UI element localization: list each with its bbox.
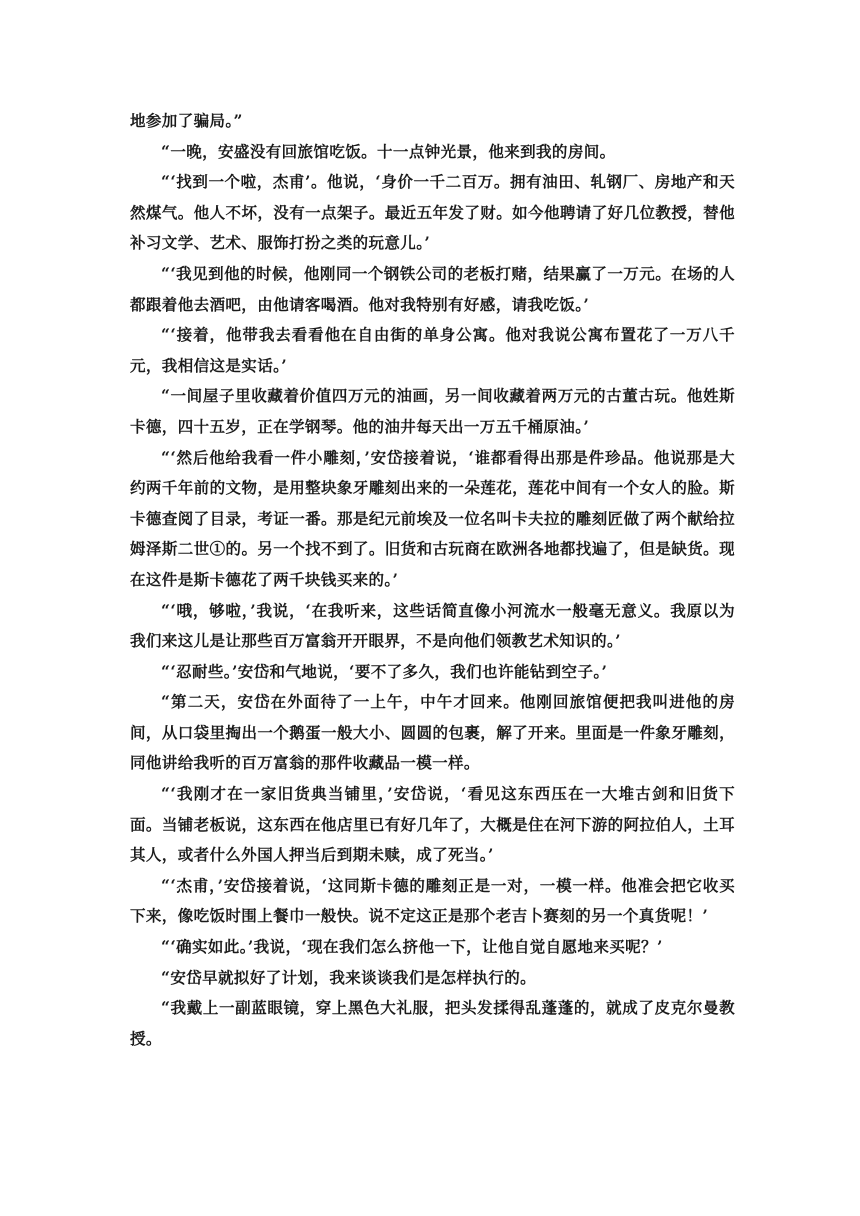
paragraph-3: “‘找到一个啦，杰甫’。他说，‘身价一千二百万。拥有油田、轧钢厂、房地产和天然煤气。他人不坏，没有一点架子。最近五年发了财。如今他聘请了好几位教授，替他补习文学、艺术、服饰打扮之类的玩意儿。’ [130, 172, 735, 253]
paragraph-4: “‘我见到他的时候，他刚同一个钢铁公司的老板打赌，结果赢了一万元。在场的人都跟着他去酒吧，由他请客喝酒。他对我特别有好感，请我吃饭。’ [130, 263, 735, 314]
paragraph-10: “第二天，安岱在外面待了一上午，中午才回来。他刚回旅馆便把我叫进他的房间，从口袋里掏出一个鹅蛋一般大小、圆圆的包裹，解了开来。里面是一件象牙雕刻，同他讲给我听的百万富翁的那件收藏品一模一样。 [130, 692, 735, 773]
paragraph-11: “‘我刚才在一家旧货典当铺里，’安岱说，‘看见这东西压在一大堆古剑和旧货下面。当铺老板说，这东西在他店里已有好几年了，大概是住在河下游的阿拉伯人，土耳其人，或者什么外国人押当后到期未赎，成了死当。’ [130, 784, 735, 865]
paragraph-12: “‘杰甫，’安岱接着说，‘这同斯卡德的雕刻正是一对，一模一样。他准会把它收买下来，像吃饭时围上餐巾一般快。说不定这正是那个老吉卜赛刻的另一个真货呢！’ [130, 875, 735, 926]
paragraph-9: “‘忍耐些。’安岱和气地说，‘要不了多久，我们也许能钻到空子。’ [161, 661, 608, 681]
paragraph-1: 地参加了骗局。” [130, 111, 243, 130]
paragraph-5: “‘接着，他带我去看看他在自由街的单身公寓。他对我说公寓布置花了一万八千元，我相信这是实话。’ [130, 325, 735, 375]
paragraph-2: “一晚，安盛没有回旅馆吃饭。十一点钟光景，他来到我的房间。 [161, 141, 616, 161]
paragraph-7: “‘然后他给我看一件小雕刻，’安岱接着说，‘谁都看得出那是件珍品。他说那是大约两千年前的文物，是用整块象牙雕刻出来的一朵莲花，莲花中间有一个女人的脸。斯卡德查阅了目录，考证一番。那是纪元前埃及一位名叫卡夫拉的雕刻匠做了两个献给拉姆泽斯二世①的。另一个找不到了。旧货和古玩商在欧洲各地都找遍了，但是缺货。现在这件是斯卡德花了两千块钱买来的。’ [130, 447, 735, 589]
paragraph-6: “一间屋子里收藏着价值四万元的油画，另一间收藏着两万元的古董古玩。他姓斯卡德，四十五岁，正在学钢琴。他的油井每天出一万五千桶原油。’ [130, 386, 735, 436]
story-text [130, 106, 735, 1054]
paragraph-13: “‘确实如此。’我说，‘现在我们怎么挤他一下，让他自觉自愿地来买呢？’ [161, 937, 663, 957]
paragraph-14: “安岱早就拟好了计划，我来谈谈我们是怎样执行的。 [161, 967, 537, 987]
paragraph-8: “‘哦，够啦，’我说，‘在我听来，这些话简直像小河流水一般毫无意义。我原以为我们来这儿是让那些百万富翁开开眼界，不是向他们领教艺术知识的。’ [130, 600, 735, 651]
paragraph-15: “我戴上一副蓝眼镜，穿上黑色大礼服，把头发揉得乱蓬蓬的，就成了皮克尔曼教授。 [130, 998, 735, 1048]
